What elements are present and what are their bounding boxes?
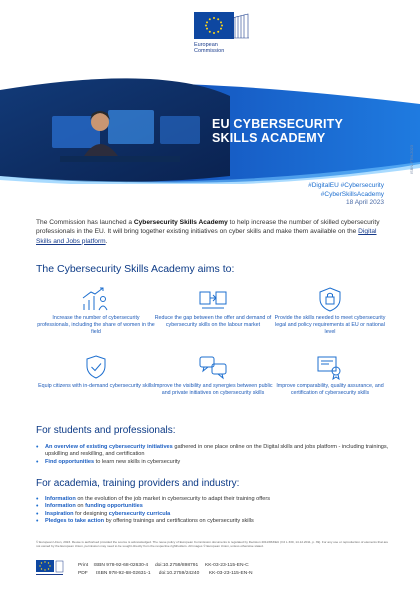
aim-item	[270, 352, 390, 397]
publication-identifiers	[78, 562, 252, 577]
intro-paragraph	[36, 218, 390, 246]
aim-item	[36, 284, 156, 336]
list-item-bold: An overview of existing cybersecurity initiatives	[45, 444, 173, 450]
list-item-text: on the evolution of the job market in cybersecurity to adapt their training offers	[75, 496, 270, 502]
eu-flag-icon	[194, 12, 234, 39]
list-item-text: by offering trainings and certifications on cybersecurity skills	[104, 518, 254, 525]
aim-item	[36, 352, 156, 390]
hashtag-line-1: #DigitalEU #Cybersecurity	[308, 182, 384, 189]
doi: doi:10.2759/24240	[158, 570, 200, 576]
aims-heading: The Cybersecurity Skills Academy aims to:	[36, 263, 235, 275]
students-heading: For students and professionals:	[36, 425, 176, 436]
hashtag-line-2: #CyberSkillsAcademy	[320, 190, 384, 198]
list-item-bold: Information	[45, 503, 76, 510]
format-label: Print	[78, 563, 89, 568]
list-item	[36, 459, 390, 466]
pdf-id-row	[78, 570, 252, 578]
berlaymont-building-icon	[230, 10, 250, 40]
verified-shield-icon	[36, 352, 156, 380]
hashtags-block	[308, 182, 384, 208]
list-item	[36, 496, 390, 503]
aim-text: Provide the skills needed to meet cybersecurity legal and policy requirements at EU or national level	[274, 315, 386, 335]
publication-date: 18 April 2023	[346, 199, 384, 206]
aim-text: Improve comparability, quality assurance, and certification of cybersecurity skills	[276, 383, 384, 396]
hero-banner	[0, 76, 420, 184]
aim-text: Increase the number of cybersecurity professionals, including the share of women in the field	[37, 315, 155, 335]
catalogue-number: KK-03-23-115-EN-N	[208, 570, 253, 576]
copyright-notice: © European Union, 2023. Reuse is authorised provided the source is acknowledged. The reuse policy of European Commission documents is regulated by Decision 2011/833/EU (OJ L 330, 14.12.2011, p. 39). For any use or reproduction of elements that are not owned by the European Union, permission may need to be sought directly from the respective rightholders. All images © European Union, unless otherwise stated.	[36, 540, 389, 549]
intro-text-1: The Commission has launched a	[36, 219, 134, 226]
list-item-text: on	[75, 503, 86, 510]
intro-text-2: to help increase the number of skilled cybersecurity professionals in the EU. It will bring together existing initiatives on cyber skills and make them available on the	[36, 219, 380, 236]
aim-text: Equip citizens with in-demand cybersecurity skills	[38, 383, 154, 389]
certificate-icon	[270, 352, 390, 380]
list-item	[36, 518, 390, 525]
intro-text-3: .	[105, 237, 108, 245]
isbn: ISBN 978-92-68-02630-4	[93, 563, 149, 568]
isbn: ISBN 978-92-68-02631-1	[95, 570, 151, 576]
list-item-bold: Find opportunities	[45, 458, 95, 465]
hero-title-line-2: SKILLS ACADEMY	[212, 131, 326, 145]
aim-item	[153, 352, 273, 397]
list-item-text: to learn new skills in cybersecurity	[94, 458, 181, 465]
doi: doi:10.2759/898791	[154, 563, 199, 568]
aim-item	[270, 284, 390, 336]
hero-title	[212, 117, 343, 145]
european-commission-logo	[190, 12, 238, 54]
list-item	[36, 503, 390, 510]
list-item	[36, 511, 390, 518]
digital-skills-platform-link[interactable]: Digital Skills and Jobs platform	[36, 228, 377, 245]
academia-list	[36, 496, 390, 526]
logo-text-line-2: Commission	[194, 48, 225, 54]
list-item-bold-2: funding opportunities	[85, 503, 143, 510]
logo-text-line-1: European	[194, 42, 218, 48]
list-item-bold: Inspiration	[45, 510, 74, 517]
catalogue-number: KK-03-23-115-EN-C	[205, 563, 249, 568]
shield-lock-icon	[270, 284, 390, 312]
students-list	[36, 444, 390, 466]
speech-bubbles-icon	[153, 352, 273, 380]
aim-item	[153, 284, 273, 329]
hero-title-line-1: EU CYBERSECURITY	[212, 117, 343, 131]
growth-people-icon	[36, 284, 156, 312]
list-item-bold: Information	[45, 496, 76, 502]
format-label: PDF	[78, 570, 88, 576]
side-reference-code: ISBN-FTM-2023	[409, 145, 414, 175]
list-item-text: gathered in one place online on the Digital skills and jobs platform - including trainings, upskilling and reskilling, and certification	[45, 444, 389, 458]
list-item	[36, 444, 390, 459]
print-id-row	[78, 562, 252, 570]
aim-text: Improve the visibility and synergies between public and private initiatives on cybersecurity skills	[153, 383, 273, 396]
intro-academy-name: Cybersecurity Skills Academy	[133, 219, 228, 226]
list-item-bold-2: cybersecurity curricula	[108, 510, 171, 517]
list-item-bold: Pledges to take action	[45, 518, 105, 525]
aim-text: Reduce the gap between the offer and demand of cybersecurity skills on the labour market	[154, 315, 272, 328]
list-item-text: for designing	[73, 510, 109, 517]
academia-heading: For academia, training providers and industry:	[36, 478, 240, 489]
bridge-gap-icon	[153, 284, 273, 312]
european-commission-footer-logo	[36, 560, 64, 578]
publication-footer	[36, 560, 390, 584]
